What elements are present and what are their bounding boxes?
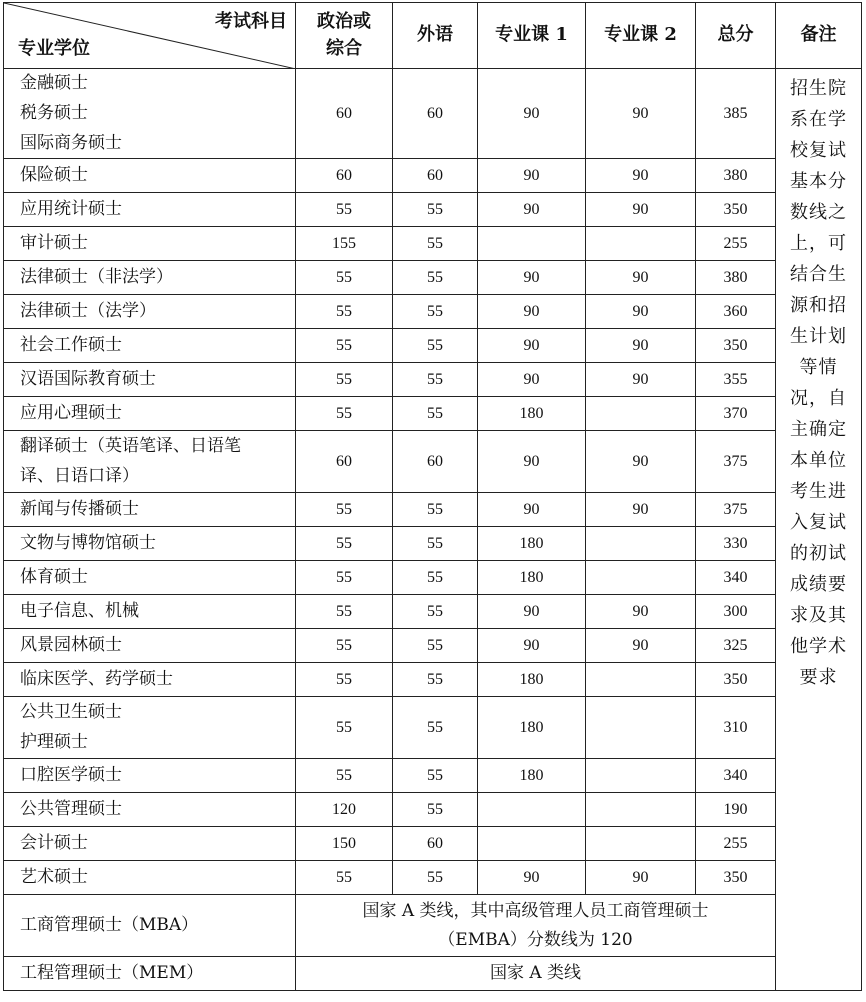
- politics-score-cell: 55: [296, 329, 393, 363]
- foreign-score-cell: 55: [393, 397, 478, 431]
- degree-name-cell: 新闻与传播硕士: [4, 493, 296, 527]
- total-score-cell: 300: [696, 595, 776, 629]
- degree-name-cell: 会计硕士: [4, 827, 296, 861]
- table-row: [4, 663, 862, 697]
- degree-name-cell: 公共卫生硕士 护理硕士: [4, 697, 296, 759]
- major1-score-cell: 90: [478, 329, 586, 363]
- foreign-score-cell: 55: [393, 493, 478, 527]
- major2-score-cell: 90: [586, 295, 696, 329]
- foreign-score-cell: 55: [393, 193, 478, 227]
- foreign-score-cell: 55: [393, 527, 478, 561]
- politics-score-cell: 55: [296, 295, 393, 329]
- total-score-cell: 340: [696, 561, 776, 595]
- foreign-score-cell: 55: [393, 759, 478, 793]
- total-score-cell: 340: [696, 759, 776, 793]
- major2-score-cell: [586, 793, 696, 827]
- major1-score-cell: 90: [478, 69, 586, 159]
- foreign-score-cell: 60: [393, 827, 478, 861]
- major1-score-cell: 90: [478, 861, 586, 895]
- total-score-cell: 255: [696, 827, 776, 861]
- degree-name-cell: 汉语国际教育硕士: [4, 363, 296, 397]
- politics-score-cell: 55: [296, 363, 393, 397]
- total-score-cell: 380: [696, 261, 776, 295]
- major2-score-cell: [586, 397, 696, 431]
- major1-score-cell: 90: [478, 493, 586, 527]
- degree-name-cell: 口腔医学硕士: [4, 759, 296, 793]
- degree-name-cell: 体育硕士: [4, 561, 296, 595]
- major1-score-cell: [478, 827, 586, 861]
- mba-score-text: 国家 A 类线，其中高级管理人员工商管理硕士 （EMBA）分数线为 120: [296, 895, 776, 957]
- table-row: [4, 69, 862, 159]
- table-row: [4, 793, 862, 827]
- politics-score-cell: 150: [296, 827, 393, 861]
- degree-name-cell: 社会工作硕士: [4, 329, 296, 363]
- degree-name-cell: 法律硕士（法学）: [4, 295, 296, 329]
- foreign-score-cell: 60: [393, 69, 478, 159]
- degree-name-cell: 保险硕士: [4, 159, 296, 193]
- politics-score-cell: 55: [296, 527, 393, 561]
- politics-score-cell: 55: [296, 759, 393, 793]
- foreign-score-cell: 55: [393, 363, 478, 397]
- mem-score-text: 国家 A 类线: [296, 957, 776, 991]
- major2-score-cell: 90: [586, 329, 696, 363]
- foreign-score-cell: 55: [393, 329, 478, 363]
- major2-score-cell: 90: [586, 629, 696, 663]
- major2-score-cell: 90: [586, 363, 696, 397]
- total-score-cell: 255: [696, 227, 776, 261]
- header-major1: 专业课 1: [478, 3, 586, 69]
- total-score-cell: 375: [696, 493, 776, 527]
- header-total: 总分: [696, 3, 776, 69]
- politics-score-cell: 55: [296, 663, 393, 697]
- degree-name-cell: 应用心理硕士: [4, 397, 296, 431]
- degree-name-cell: 审计硕士: [4, 227, 296, 261]
- foreign-score-cell: 55: [393, 227, 478, 261]
- foreign-score-cell: 60: [393, 431, 478, 493]
- major2-score-cell: [586, 697, 696, 759]
- degree-name-cell: 工程管理硕士（MEM）: [4, 957, 296, 991]
- foreign-score-cell: 55: [393, 793, 478, 827]
- table-row-mem: [4, 957, 862, 991]
- foreign-score-cell: 55: [393, 261, 478, 295]
- total-score-cell: 330: [696, 527, 776, 561]
- total-score-cell: 350: [696, 193, 776, 227]
- foreign-score-cell: 55: [393, 697, 478, 759]
- major2-score-cell: [586, 527, 696, 561]
- major1-score-cell: 90: [478, 629, 586, 663]
- degree-name-cell: 工商管理硕士（MBA）: [4, 895, 296, 957]
- major2-score-cell: 90: [586, 861, 696, 895]
- foreign-score-cell: 55: [393, 861, 478, 895]
- table-row: [4, 159, 862, 193]
- degree-name-cell: 临床医学、药学硕士: [4, 663, 296, 697]
- total-score-cell: 355: [696, 363, 776, 397]
- total-score-cell: 385: [696, 69, 776, 159]
- major2-score-cell: 90: [586, 493, 696, 527]
- major1-score-cell: 180: [478, 561, 586, 595]
- table-row: [4, 861, 862, 895]
- degree-name-cell: 应用统计硕士: [4, 193, 296, 227]
- politics-score-cell: 60: [296, 431, 393, 493]
- major2-score-cell: 90: [586, 431, 696, 493]
- table-row: [4, 697, 862, 759]
- degree-name-cell: 风景园林硕士: [4, 629, 296, 663]
- table-row: [4, 561, 862, 595]
- major1-score-cell: 90: [478, 193, 586, 227]
- header-major2: 专业课 2: [586, 3, 696, 69]
- header-subjects-label: 考试科目: [215, 11, 287, 32]
- major2-score-cell: 90: [586, 69, 696, 159]
- total-score-cell: 325: [696, 629, 776, 663]
- major2-score-cell: [586, 227, 696, 261]
- major1-score-cell: 90: [478, 363, 586, 397]
- major1-score-cell: 180: [478, 527, 586, 561]
- table-row: [4, 759, 862, 793]
- remark-cell: 招生院系在学校复试基本分数线之上，可结合生源和招生计划等情况，自主确定本单位考生进入复试的初试成绩要求及其他学术要求: [776, 69, 862, 991]
- table-row: [4, 493, 862, 527]
- foreign-score-cell: 55: [393, 561, 478, 595]
- score-table: [3, 2, 862, 991]
- major1-score-cell: 180: [478, 759, 586, 793]
- major1-score-cell: 90: [478, 261, 586, 295]
- major2-score-cell: [586, 827, 696, 861]
- table-row: [4, 629, 862, 663]
- table-row: [4, 397, 862, 431]
- table-row: [4, 193, 862, 227]
- table-row: [4, 827, 862, 861]
- table-row: [4, 527, 862, 561]
- foreign-score-cell: 60: [393, 159, 478, 193]
- major2-score-cell: 90: [586, 261, 696, 295]
- politics-score-cell: 55: [296, 561, 393, 595]
- total-score-cell: 370: [696, 397, 776, 431]
- table-row-mba: [4, 895, 862, 957]
- politics-score-cell: 55: [296, 397, 393, 431]
- total-score-cell: 350: [696, 861, 776, 895]
- major1-score-cell: 180: [478, 663, 586, 697]
- degree-name-cell: 翻译硕士（英语笔译、日语笔 译、日语口译）: [4, 431, 296, 493]
- total-score-cell: 375: [696, 431, 776, 493]
- table-row: [4, 431, 862, 493]
- degree-name-cell: 法律硕士（非法学）: [4, 261, 296, 295]
- politics-score-cell: 55: [296, 861, 393, 895]
- total-score-cell: 190: [696, 793, 776, 827]
- politics-score-cell: 55: [296, 493, 393, 527]
- degree-name-cell: 电子信息、机械: [4, 595, 296, 629]
- table-row: [4, 363, 862, 397]
- politics-score-cell: 55: [296, 697, 393, 759]
- politics-score-cell: 120: [296, 793, 393, 827]
- politics-score-cell: 55: [296, 595, 393, 629]
- major2-score-cell: 90: [586, 595, 696, 629]
- politics-score-cell: 60: [296, 69, 393, 159]
- major1-score-cell: 90: [478, 595, 586, 629]
- degree-name-cell: 公共管理硕士: [4, 793, 296, 827]
- total-score-cell: 360: [696, 295, 776, 329]
- table-row: [4, 595, 862, 629]
- total-score-cell: 350: [696, 663, 776, 697]
- major2-score-cell: 90: [586, 193, 696, 227]
- total-score-cell: 380: [696, 159, 776, 193]
- major1-score-cell: 180: [478, 697, 586, 759]
- table-row: [4, 261, 862, 295]
- foreign-score-cell: 55: [393, 629, 478, 663]
- major2-score-cell: 90: [586, 159, 696, 193]
- major1-score-cell: [478, 793, 586, 827]
- politics-score-cell: 55: [296, 629, 393, 663]
- major1-score-cell: [478, 227, 586, 261]
- politics-score-cell: 55: [296, 193, 393, 227]
- foreign-score-cell: 55: [393, 295, 478, 329]
- header-remark: 备注: [776, 3, 862, 69]
- header-politics: 政治或 综合: [296, 3, 393, 69]
- total-score-cell: 350: [696, 329, 776, 363]
- major1-score-cell: 90: [478, 295, 586, 329]
- table-row: [4, 227, 862, 261]
- degree-name-cell: 文物与博物馆硕士: [4, 527, 296, 561]
- table-row: [4, 329, 862, 363]
- major2-score-cell: [586, 759, 696, 793]
- header-foreign: 外语: [393, 3, 478, 69]
- degree-name-cell: 艺术硕士: [4, 861, 296, 895]
- total-score-cell: 310: [696, 697, 776, 759]
- header-degree-label: 专业学位: [18, 37, 90, 59]
- politics-score-cell: 55: [296, 261, 393, 295]
- foreign-score-cell: 55: [393, 663, 478, 697]
- politics-score-cell: 155: [296, 227, 393, 261]
- major1-score-cell: 90: [478, 431, 586, 493]
- major1-score-cell: 180: [478, 397, 586, 431]
- foreign-score-cell: 55: [393, 595, 478, 629]
- major2-score-cell: [586, 561, 696, 595]
- header-corner-cell: [4, 3, 296, 69]
- major2-score-cell: [586, 663, 696, 697]
- table-row: [4, 295, 862, 329]
- degree-name-cell: 金融硕士 税务硕士 国际商务硕士: [4, 69, 296, 159]
- politics-score-cell: 60: [296, 159, 393, 193]
- major1-score-cell: 90: [478, 159, 586, 193]
- table-body: [4, 69, 862, 991]
